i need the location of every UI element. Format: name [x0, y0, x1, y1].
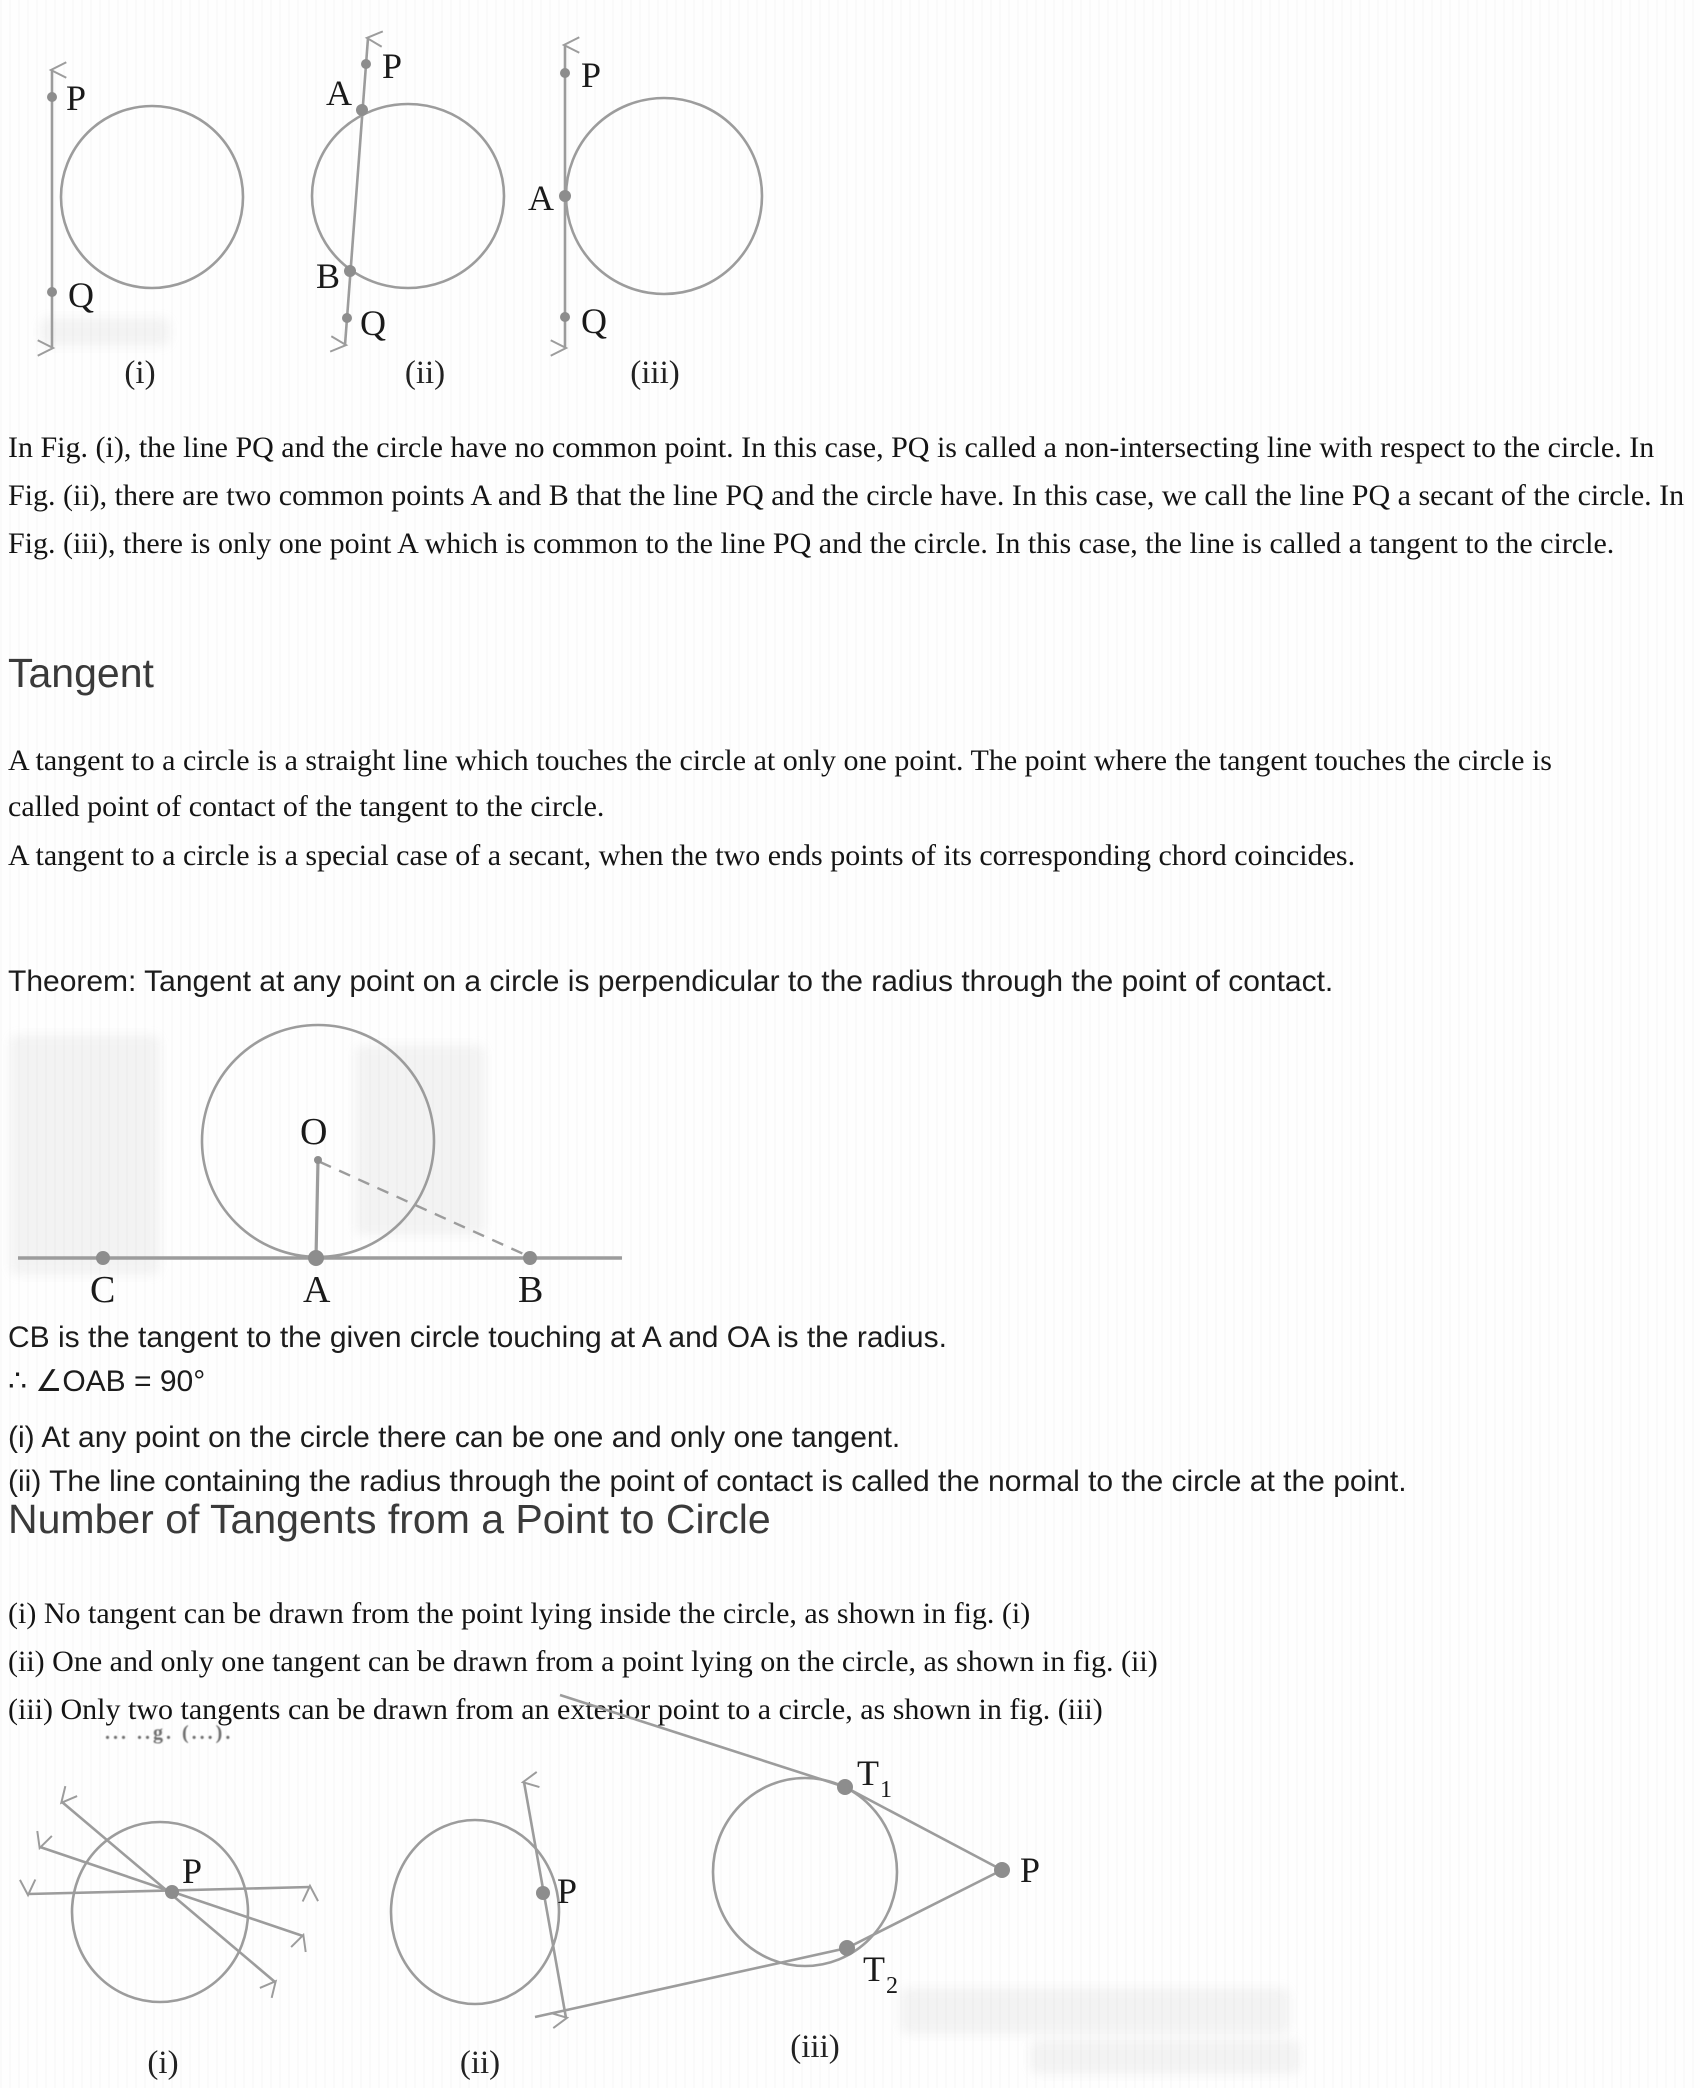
tangent-paragraph-2: A tangent to a circle is a special case of a secant, when the two ends points of its corresponding chord coincides.	[8, 839, 1356, 872]
point-p	[536, 1886, 550, 1900]
label-p: P	[581, 55, 602, 95]
point-p	[560, 68, 570, 78]
label-t1: T	[857, 1753, 879, 1793]
point-q	[560, 312, 570, 322]
label-q: Q	[360, 303, 386, 343]
point-p	[994, 1862, 1010, 1878]
theorem-figure	[0, 1010, 680, 1310]
label-a: A	[303, 1269, 331, 1310]
point-a	[356, 104, 368, 116]
label-q: Q	[581, 301, 607, 341]
label-p: P	[66, 78, 87, 118]
scan-artifact-text: ... ..g. (...).	[105, 1722, 234, 1744]
theorem-note-2: (ii) The line containing the radius through the point of contact is called the normal to the circle at the point.	[8, 1465, 1407, 1498]
label-p: P	[182, 1851, 203, 1891]
dashed-line-ob	[320, 1162, 528, 1256]
intro-paragraph: In Fig. (i), the line PQ and the circle have no common point. In this case, PQ is called a non-intersecting line with respect to the circle. In Fig. (ii), there are two common points A and B that the line PQ and the circle have. In this case, we call the line PQ a secant of the circle. In Fig. (iii), there is only one point A which is common to the line PQ and the circle. In this case, the line is called a tangent to the circle.	[8, 431, 1685, 560]
label-q: Q	[68, 275, 94, 315]
point-a	[559, 190, 571, 202]
label-p: P	[1020, 1850, 1041, 1890]
radius-oa	[316, 1160, 318, 1258]
theorem-statement: Theorem: Tangent at any point on a circle is perpendicular to the radius through the point of contact.	[8, 965, 1334, 998]
point-p	[165, 1885, 179, 1899]
figure-bottom-i	[28, 1802, 310, 2081]
number-item-3: (iii) Only two tangents can be drawn from an exterior point to a circle, as shown in fig. (iii)	[8, 1693, 1103, 1726]
figure-top-iii	[528, 45, 762, 391]
point-t1	[837, 1779, 853, 1795]
label-t1-sub: 1	[880, 1777, 892, 1803]
label-a: A	[528, 178, 554, 218]
circle	[72, 1822, 248, 2002]
point-q	[342, 313, 352, 323]
point-p	[361, 59, 371, 69]
caption-ii: (ii)	[404, 355, 446, 391]
label-p: P	[557, 1871, 578, 1911]
caption-iii: (iii)	[630, 355, 680, 391]
label-p: P	[382, 46, 403, 86]
label-t2: T	[863, 1949, 885, 1989]
label-t2-sub: 2	[886, 1973, 898, 1999]
figure-top-i	[47, 70, 243, 391]
label-o: O	[300, 1111, 328, 1153]
theorem-caption-line: CB is the tangent to the given circle touching at A and OA is the radius.	[8, 1321, 947, 1354]
caption-i: (i)	[147, 2045, 179, 2081]
number-of-tangents-heading: Number of Tangents from a Point to Circle	[8, 1496, 771, 1542]
caption-i: (i)	[124, 355, 156, 391]
point-p	[47, 92, 57, 102]
figure-bottom-row	[0, 1685, 1120, 2088]
point-t2	[839, 1940, 855, 1956]
point-b	[344, 265, 356, 277]
figure-bottom-iii	[535, 1695, 1040, 2065]
label-b: B	[316, 256, 341, 296]
circle	[391, 1820, 559, 2004]
figure-top-row	[0, 30, 790, 405]
theorem-conclusion: ∴ ∠OAB = 90°	[8, 1365, 206, 1398]
figure-top-ii	[312, 38, 504, 391]
caption-ii: (ii)	[459, 2045, 501, 2081]
point-c	[96, 1251, 110, 1265]
caption-iii: (iii)	[790, 2029, 840, 2065]
tangent-heading: Tangent	[8, 650, 154, 696]
label-a: A	[326, 73, 352, 113]
tangent-line-t2	[535, 1870, 1002, 2017]
tangent-paragraph-1: A tangent to a circle is a straight line which touches the circle at only one point. The point where the tangent touches the circle is called point of contact of the tangent to the circle.	[8, 744, 1552, 823]
number-item-1: (i) No tangent can be drawn from the point lying inside the circle, as shown in fig. (i)	[8, 1597, 1031, 1630]
number-item-2: (ii) One and only one tangent can be drawn from a point lying on the circle, as shown in fig. (ii)	[8, 1645, 1158, 1678]
label-c: C	[90, 1269, 116, 1310]
theorem-note-1: (i) At any point on the circle there can be one and only one tangent.	[8, 1421, 901, 1454]
label-b: B	[518, 1269, 544, 1310]
point-o	[314, 1156, 322, 1164]
circle	[566, 98, 762, 294]
circle	[312, 104, 504, 288]
point-b	[523, 1251, 537, 1265]
point-a	[308, 1250, 324, 1266]
point-q	[47, 287, 57, 297]
figure-bottom-ii	[391, 1782, 577, 2081]
circle	[61, 106, 243, 288]
